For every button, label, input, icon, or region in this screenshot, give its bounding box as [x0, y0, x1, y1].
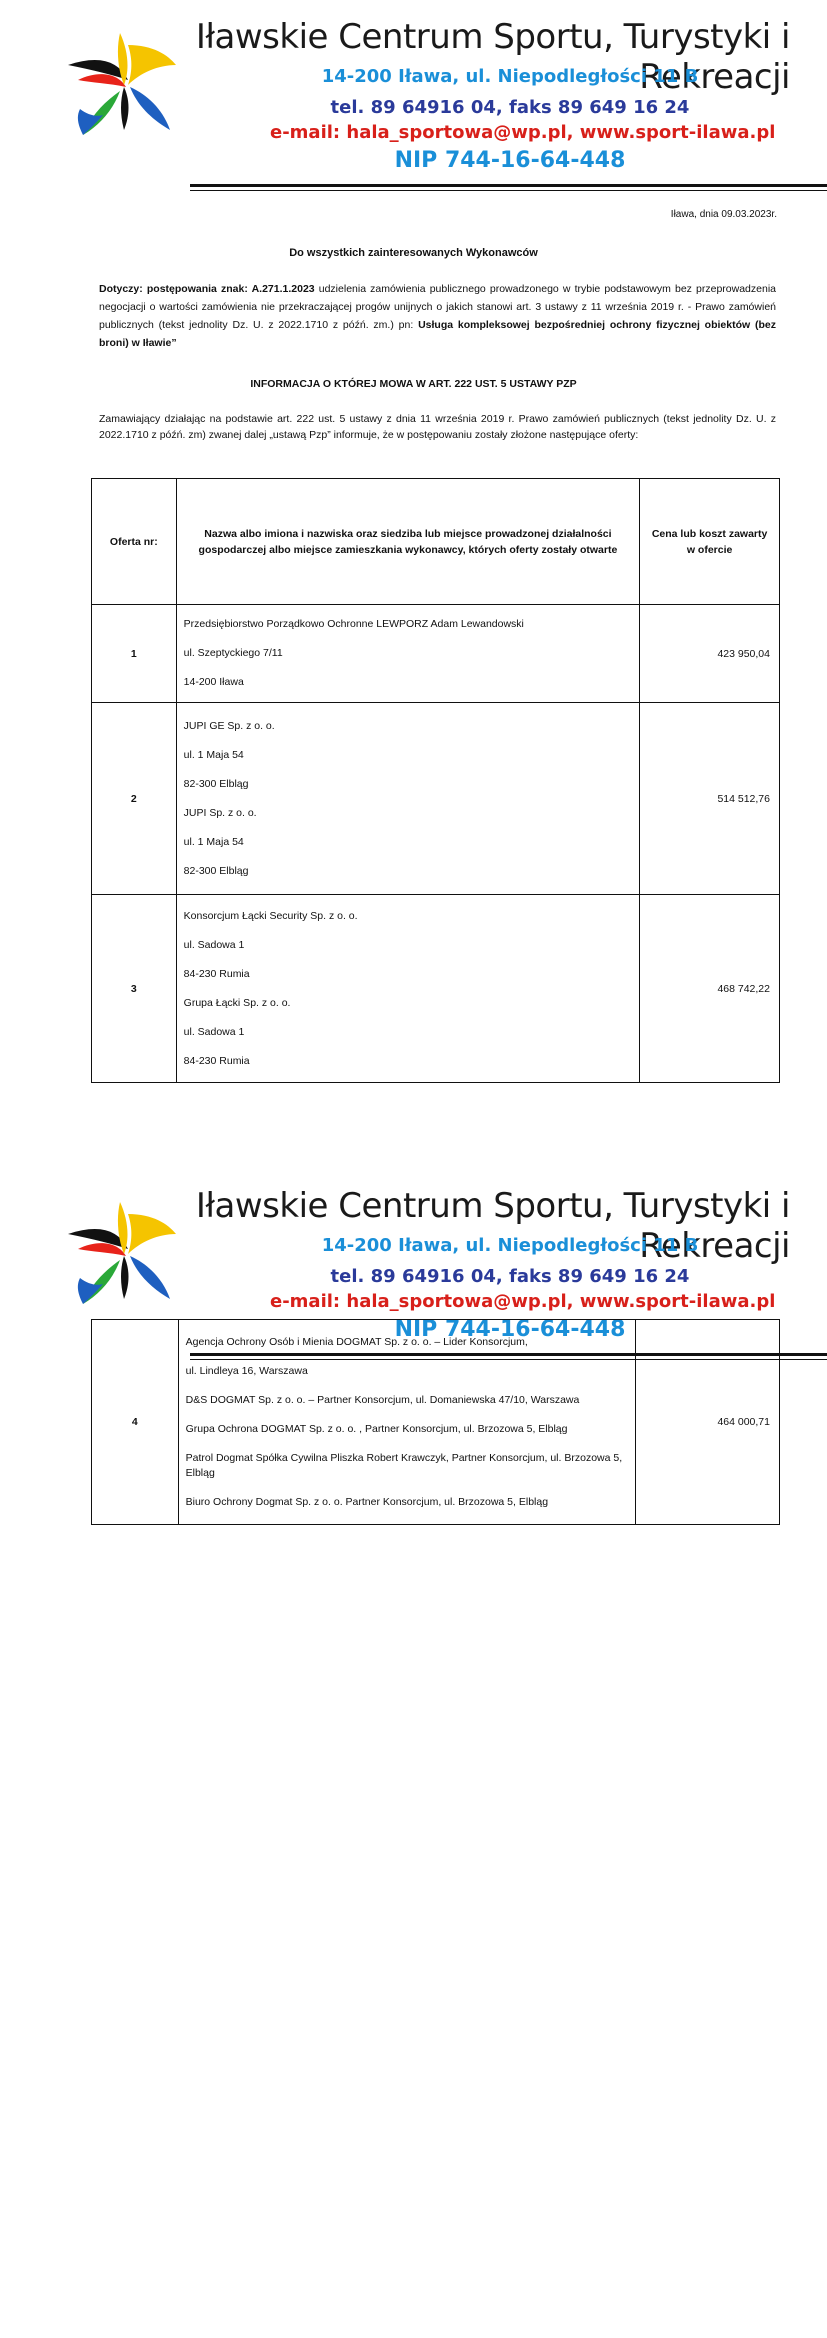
- header-price: Cena lub koszt zawarty w ofercie: [640, 479, 780, 605]
- contractor-details: [176, 703, 640, 895]
- organization-name: Iławskie Centrum Sportu, Turystyki i Rekreacji: [195, 1186, 790, 1266]
- letter-subject: [99, 280, 776, 352]
- organization-email-web: e-mail: hala_sportowa@wp.pl, www.sport-ilawa.pl: [270, 122, 776, 143]
- intro-paragraph: Zamawiający działając na podstawie art. 222 ust. 5 ustawy z dnia 11 września 2019 r. Prawo zamówień publicznych (tekst jednolity Dz. U. z 2022.1710 z późń. zm) zwanej dalej „ustawą Pzp” informuje, że w postępowaniu zostały złożone następujące oferty:: [99, 413, 776, 441]
- contractor-line: 84-230 Rumia: [183, 1054, 250, 1067]
- contractor-line: 84-230 Rumia: [183, 967, 250, 980]
- contractor-line: ul. Sadowa 1: [183, 1025, 245, 1038]
- contractor-line: Przedsiębiorstwo Porządkowo Ochronne LEWPORZ Adam Lewandowski: [183, 618, 524, 630]
- contractor-line: ul. Lindleya 16, Warszawa: [185, 1364, 308, 1377]
- star-logo-icon: [58, 25, 184, 143]
- contractor-details: [178, 1320, 635, 1525]
- contractor-line: ul. 1 Maja 54: [183, 748, 244, 761]
- offer-price-value: 514 512,76: [717, 792, 770, 805]
- contractor-details: [176, 895, 640, 1083]
- contractor-line: JUPI GE Sp. z o. o.: [183, 719, 275, 732]
- organization-phone: tel. 89 64916 04, faks 89 649 16 24: [330, 1266, 690, 1287]
- offer-number: 3: [92, 895, 177, 1083]
- star-logo-icon: [58, 1194, 184, 1312]
- offers-table-continued: [91, 1319, 780, 1525]
- organization-name: Iławskie Centrum Sportu, Turystyki i Rekreacji: [195, 17, 790, 97]
- offer-price: [640, 895, 780, 1083]
- table-header-row: [92, 479, 780, 605]
- contractor-line: ul. Szeptyckiego 7/11: [183, 647, 283, 659]
- contractor-details: [176, 605, 640, 703]
- contractor-line: 82-300 Elbląg: [183, 864, 249, 877]
- organization-nip: NIP 744-16-64-448: [394, 148, 626, 173]
- offer-price: [640, 703, 780, 895]
- offer-price-value: 464 000,71: [717, 1416, 770, 1428]
- contractor-line: 14-200 Iława: [183, 676, 244, 688]
- contractor-line: 82-300 Elbląg: [183, 777, 249, 790]
- subject-text: udzielenia zamówienia publicznego prowadzonego w trybie podstawowym bez przeprowadzenia negocjacji o wartości zamówienia nie przekraczającej progów unijnych o jakich stanowi art. 3 ustawy z 11 września 2019 r. - Prawo zamówień publicznych (tekst jednolity Dz. U. z 2022.1710 z późń. zm.) pn:: [99, 283, 777, 331]
- organization-email-web: e-mail: hala_sportowa@wp.pl, www.sport-ilawa.pl: [270, 1291, 776, 1312]
- letter-addressee: Do wszystkich zainteresowanych Wykonawców: [289, 247, 538, 259]
- organization-phone: tel. 89 64916 04, faks 89 649 16 24: [330, 97, 690, 118]
- contractor-line: Grupa Łącki Sp. z o. o.: [183, 996, 291, 1009]
- header-contractor-name: Nazwa albo imiona i nazwiska oraz siedziba lub miejsce prowadzonej działalności gospodarczej albo miejsce zamieszkania wykonawcy, których oferty zostały otwarte: [176, 479, 640, 605]
- letter-date: Iława, dnia 09.03.2023r.: [670, 209, 777, 220]
- offer-number: 4: [92, 1320, 179, 1525]
- header-rule-thin: [190, 190, 827, 191]
- info-heading: INFORMACJA O KTÓREJ MOWA W ART. 222 UST. 5 USTAWY PZP: [250, 378, 577, 390]
- contractor-line: Konsorcjum Łącki Security Sp. z o. o.: [183, 909, 358, 922]
- table-row: [92, 1320, 780, 1525]
- offer-price-value: 468 742,22: [717, 982, 770, 995]
- letterhead: [0, 0, 827, 190]
- document-page-2: [0, 1169, 827, 2338]
- table-row: [92, 703, 780, 895]
- contractor-line: Agencja Ochrony Osób i Mienia DOGMAT Sp. z o. o. – Lider Konsorcjum,: [185, 1335, 528, 1348]
- contractor-line: Grupa Ochrona DOGMAT Sp. z o. o. , Partner Konsorcjum, ul. Brzozowa 5, Elbląg: [185, 1422, 568, 1435]
- subject-title: Usługa kompleksowej bezpośredniej ochrony fizycznej obiektów (bez broni) w Iławie”: [99, 319, 776, 349]
- table-row: [92, 605, 780, 703]
- offer-price: [640, 605, 780, 703]
- organization-nip: NIP 744-16-64-448: [394, 1317, 626, 1342]
- contractor-line: Patrol Dogmat Spółka Cywilna Pliszka Robert Krawczyk, Partner Konsorcjum, ul. Brzozowa 5, Elbląg: [185, 1451, 623, 1479]
- subject-reference: postępowania znak: A.271.1.2023: [146, 283, 315, 295]
- contractor-line: ul. Sadowa 1: [183, 938, 245, 951]
- offer-price: [635, 1320, 779, 1525]
- offer-number: 2: [92, 703, 177, 895]
- offers-table: [91, 478, 780, 1083]
- contractor-line: Biuro Ochrony Dogmat Sp. z o. o. Partner Konsorcjum, ul. Brzozowa 5, Elbląg: [185, 1495, 549, 1508]
- offer-number: 1: [92, 605, 177, 703]
- header-offer-no: Oferta nr:: [92, 479, 177, 605]
- table-row: [92, 895, 780, 1083]
- header-rule-thick: [190, 184, 827, 187]
- contractor-line: D&S DOGMAT Sp. z o. o. – Partner Konsorcjum, ul. Domaniewska 47/10, Warszawa: [185, 1393, 580, 1406]
- contractor-line: JUPI Sp. z o. o.: [183, 806, 257, 819]
- offer-price-value: 423 950,04: [717, 647, 770, 660]
- organization-address: 14-200 Iława, ul. Niepodległości 11 B: [321, 1235, 699, 1256]
- subject-label: Dotyczy:: [99, 283, 143, 295]
- organization-address: 14-200 Iława, ul. Niepodległości 11 B: [321, 66, 699, 87]
- contractor-line: ul. 1 Maja 54: [183, 835, 244, 848]
